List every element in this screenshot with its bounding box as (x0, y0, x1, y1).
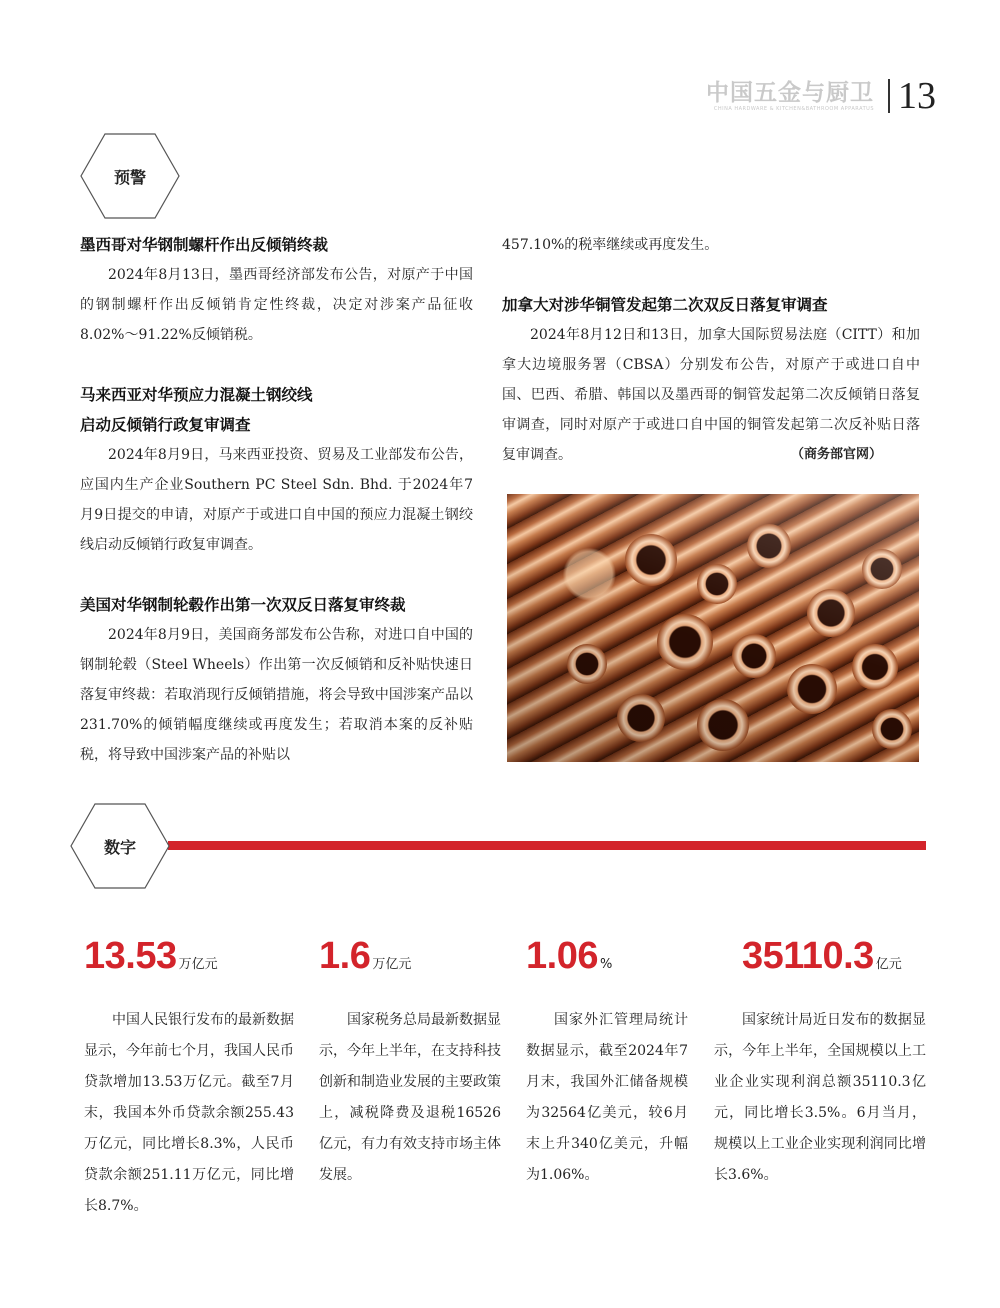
stat-figure (714, 935, 926, 985)
stat-industrial-profits (714, 935, 926, 1191)
brand-name: 中国五金与厨卫 (706, 79, 874, 106)
stat-description: 国家税务总局最新数据显示，今年上半年，在支持科技创新和制造业发展的主要政策上，减税降费及退税16526亿元，有力有效支持市场主体发展。 (319, 1012, 501, 1183)
masthead-divider (888, 79, 890, 113)
article-malaysia (80, 380, 473, 560)
photo-shading (507, 494, 919, 762)
page-number: 13 (898, 75, 936, 117)
brand-subtitle: CHINA HARDWARE & KITCHEN&BATHROOM APPARATUS (713, 105, 874, 112)
article-continuation: 457.10%的税率继续或再度发生。 (502, 237, 719, 253)
article-title-line-2: 启动反倾销行政复审调查 (80, 416, 251, 434)
warning-section-label: 预警 (113, 167, 146, 187)
stat-description: 国家统计局近日发布的数据显示，今年上半年，全国规模以上工业企业实现利润总额35110.3亿元，同比增长3.5%。6月当月，规模以上工业企业实现利润同比增长3.6%。 (714, 1012, 926, 1183)
article-title-canada: 加拿大对涉华铜管发起第二次双反日落复审调查 (502, 296, 828, 314)
article-mexico (80, 230, 473, 350)
article-body: 2024年8月13日，墨西哥经济部发布公告，对原产于中国的钢制螺杆作出反倾销肯定性终裁，决定对涉案产品征收8.02%～91.22%反倾销税。 (80, 267, 473, 343)
stat-value: 1.06 (526, 935, 598, 977)
copper-pipes-photo (507, 494, 919, 762)
stat-value: 13.53 (84, 935, 177, 977)
article-title-line-1: 马来西亚对华预应力混凝土钢绞线 (80, 386, 313, 404)
stat-figure (526, 935, 688, 985)
article-body: 2024年8月9日，马来西亚投资、贸易及工业部发布公告，应国内生产企业Southern PC Steel Sdn. Bhd. 于2024年7月9日提交的申请，对原产于或进口自中国的预应力混凝土钢绞线启动反倾销行政复审调查。 (80, 447, 473, 553)
article-body: 2024年8月9日，美国商务部发布公告称，对进口自中国的钢制轮毂（Steel Wheels）作出第一次反倾销和反补贴快速日落复审终裁：若取消现行反倾销措施，将会导致中国涉案产品以231.70%的倾销幅度继续或再度发生；若取消本案的反补贴税，将导致中国涉案产品的补贴以 (80, 627, 473, 763)
stat-fx-reserves (526, 935, 688, 1191)
article-title: 墨西哥对华钢制螺杆作出反倾销终裁 (80, 236, 329, 254)
article-canada (502, 320, 920, 470)
stat-value: 35110.3 (742, 935, 874, 977)
stat-description: 中国人民银行发布的最新数据显示，今年前七个月，我国人民币贷款增加13.53万亿元。截至7月末，我国本外币贷款余额255.43万亿元，同比增长8.3%，人民币贷款余额251.11万亿元，同比增长8.7%。 (84, 1012, 294, 1214)
stat-unit: 万亿元 (178, 957, 218, 972)
brand-logo (706, 80, 874, 113)
article-source: （商务部官网） (790, 447, 882, 462)
stat-value: 1.6 (319, 935, 371, 977)
stat-unit: 万亿元 (372, 957, 412, 972)
numbers-section-marker (70, 803, 170, 889)
masthead (706, 76, 936, 116)
right-column (502, 230, 920, 470)
numbers-section-rule (168, 841, 926, 850)
stat-rmb-loans (84, 935, 294, 1222)
stat-unit: % (599, 957, 613, 972)
left-column (80, 230, 473, 800)
stat-description: 国家外汇管理局统计数据显示，截至2024年7月末，我国外汇储备规模为32564亿美元，较6月末上升340亿美元，升幅为1.06%。 (526, 1012, 688, 1183)
stat-figure (84, 935, 294, 985)
stat-unit: 亿元 (875, 957, 902, 972)
numbers-section-label: 数字 (103, 837, 136, 857)
article-title: 美国对华钢制轮毂作出第一次双反日落复审终裁 (80, 596, 406, 614)
article-body: 2024年8月12日和13日，加拿大国际贸易法庭（CITT）和加拿大边境服务署（CBSA）分别发布公告，对原产于或进口自中国、巴西、希腊、韩国以及墨西哥的铜管发起第二次反倾销日落复审调查，同时对原产于或进口自中国的铜管发起第二次反补贴日落复审调查。 (502, 327, 920, 463)
stat-figure (319, 935, 501, 985)
warning-section-marker (80, 133, 180, 219)
stat-tax-relief (319, 935, 501, 1191)
article-usa (80, 590, 473, 770)
